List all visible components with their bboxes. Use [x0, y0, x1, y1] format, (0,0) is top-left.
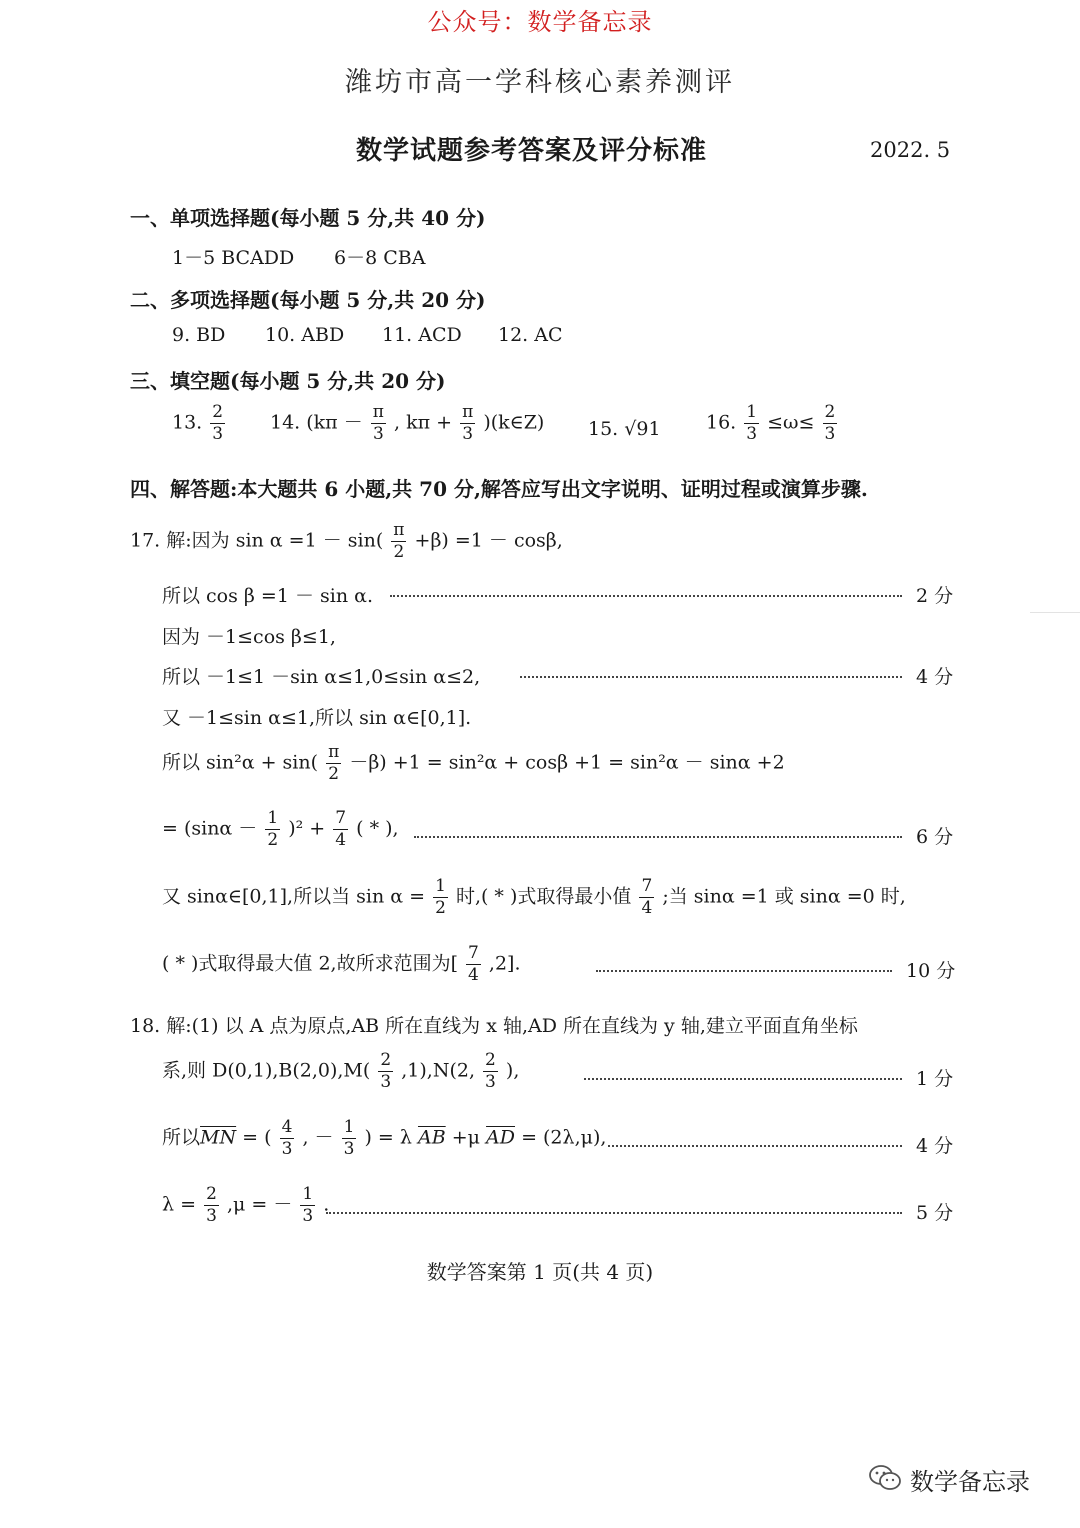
p17-line-8: 又 sinα∈[0,1],所以当 sin α = $\frac{1}{2}$ 时,( * )式取得最小值 $\frac{7}{4}$ ;当 sinα =1 或 sinα =0 时,: [162, 876, 906, 918]
p17-line-5: 又 －1≤sin α≤1,所以 sin α∈[0,1].: [162, 707, 472, 729]
page-footer: 数学答案第 1 页(共 4 页): [426, 1260, 654, 1284]
top-label: 公众号：数学备忘录: [427, 8, 653, 36]
wechat-icon: [868, 1464, 902, 1492]
p17-line-3: 因为 －1≤cos β≤1,: [162, 626, 336, 648]
p17-line-4: 所以 －1≤1 －sin α≤1,0≤sin α≤2,: [162, 666, 481, 688]
divider: [1030, 612, 1080, 613]
p18-line-2: 系,则 D(0,1),B(2,0),M( $\frac{2}{3}$ ,1),N(2, $\frac{2}{3}$ ),: [162, 1050, 520, 1092]
section-4-heading: 四、解答题:本大题共 6 小题,共 70 分,解答应写出文字说明、证明过程或演算步骤.: [130, 477, 868, 501]
score-10: 10 分: [906, 960, 956, 982]
p18-line-3: 所以$\overline{MN}$ = ( $\frac{4}{3}$ , － $\frac{1}{3}$ ) = λ $\overline{AB} +\mu$ $\overline{AD} = (2\lambda,\mu)$,: [162, 1117, 607, 1159]
date: 2022. 5: [870, 138, 951, 162]
answer-11: 11. ACD: [382, 324, 462, 346]
page-title: 数学试题参考答案及评分标准: [356, 136, 708, 166]
score-2: 2 分: [916, 585, 954, 607]
leader-dots: [326, 1212, 902, 1214]
score-4b: 4 分: [916, 1135, 954, 1157]
leader-dots: [390, 595, 902, 597]
section-3-heading: 三、填空题(每小题 5 分,共 20 分): [130, 369, 446, 393]
leader-dots: [584, 1078, 902, 1080]
section-2-heading: 二、多项选择题(每小题 5 分,共 20 分): [130, 288, 486, 312]
p17-line-2: 所以 cos β =1 － sin α.: [162, 585, 373, 607]
p17-line-6: 所以 sin²α + sin( $\frac{\pi}{2}$ －β) +1 = sin²α + cosβ +1 = sin²α － sinα +2: [162, 742, 785, 784]
p18-line-4: λ = $\frac{2}{3}$ ,μ = － $\frac{1}{3}$ .: [162, 1184, 330, 1226]
answer-12: 12. AC: [498, 324, 563, 346]
answer-15: 15. √91: [588, 418, 661, 440]
answer-9: 9. BD: [172, 324, 226, 346]
answer-1-5: 1－5 BCADD: [172, 247, 295, 269]
section-1-heading: 一、单项选择题(每小题 5 分,共 40 分): [130, 206, 486, 230]
answer-10: 10. ABD: [265, 324, 345, 346]
p18-line-1: 18. 解:(1) 以 A 点为原点,AB 所在直线为 x 轴,AD 所在直线为 y 轴,建立平面直角坐标: [130, 1015, 858, 1037]
answer-14: 14. (kπ － $\frac{\pi}{3}$ , kπ + $\frac{\pi}{3}$ )(k∈Z): [270, 402, 545, 444]
leader-dots: [520, 676, 902, 678]
leader-dots: [596, 970, 892, 972]
answer-16: 16. $\frac{1}{3}$ ≤ω≤ $\frac{2}{3}$: [706, 402, 836, 444]
p17-line-9: ( * )式取得最大值 2,故所求范围为[ $\frac{7}{4}$ ,2].: [162, 943, 521, 985]
score-1: 1 分: [916, 1068, 954, 1090]
subtitle: 潍坊市高一学科核心素养测评: [345, 67, 735, 98]
score-6: 6 分: [916, 826, 954, 848]
leader-dots: [608, 1145, 902, 1147]
p17-line-1: 17. 解:因为 sin α =1 － sin( $\frac{\pi}{2}$ +β) =1 － cosβ,: [130, 520, 563, 562]
answer-6-8: 6－8 CBA: [334, 247, 426, 269]
p17-line-7: = (sinα － $\frac{1}{2}$ )² + $\frac{7}{4}$ ( * ),: [162, 808, 399, 850]
score-4: 4 分: [916, 666, 954, 688]
answer-13: 13. $\frac{2}{3}$: [172, 402, 224, 444]
watermark-text: 数学备忘录: [910, 1468, 1030, 1496]
score-5: 5 分: [916, 1202, 954, 1224]
leader-dots: [414, 836, 902, 838]
